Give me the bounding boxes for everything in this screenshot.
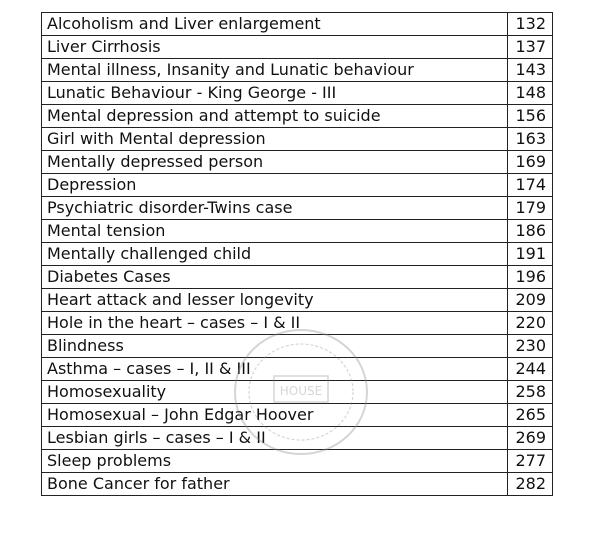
table-row	[42, 404, 553, 427]
entry-page-number: 244	[508, 358, 553, 381]
entry-page-number: 137	[508, 36, 553, 59]
entry-title: Liver Cirrhosis	[42, 36, 508, 59]
contents-table	[41, 12, 553, 496]
entry-page-number: 230	[508, 335, 553, 358]
table-row	[42, 197, 553, 220]
table-row	[42, 128, 553, 151]
entry-title: Homosexuality	[42, 381, 508, 404]
table-row	[42, 289, 553, 312]
entry-page-number: 163	[508, 128, 553, 151]
table-row	[42, 335, 553, 358]
table-row	[42, 450, 553, 473]
entry-page-number: 196	[508, 266, 553, 289]
entry-title: Mentally challenged child	[42, 243, 508, 266]
table-row	[42, 381, 553, 404]
entry-page-number: 186	[508, 220, 553, 243]
table-row	[42, 82, 553, 105]
entry-page-number: 265	[508, 404, 553, 427]
entry-title: Lesbian girls – cases – I & II	[42, 427, 508, 450]
entry-title: Bone Cancer for father	[42, 473, 508, 496]
entry-title: Mental depression and attempt to suicide	[42, 105, 508, 128]
entry-title: Blindness	[42, 335, 508, 358]
table-row	[42, 59, 553, 82]
entry-title: Psychiatric disorder-Twins case	[42, 197, 508, 220]
entry-title: Lunatic Behaviour - King George - III	[42, 82, 508, 105]
entry-page-number: 169	[508, 151, 553, 174]
entry-page-number: 143	[508, 59, 553, 82]
entry-title: Girl with Mental depression	[42, 128, 508, 151]
entry-title: Heart attack and lesser longevity	[42, 289, 508, 312]
entry-page-number: 132	[508, 13, 553, 36]
entry-title: Mentally depressed person	[42, 151, 508, 174]
table-row	[42, 13, 553, 36]
entry-page-number: 258	[508, 381, 553, 404]
entry-page-number: 191	[508, 243, 553, 266]
table-row	[42, 151, 553, 174]
table-row	[42, 36, 553, 59]
contents-table-body	[42, 13, 553, 496]
entry-page-number: 209	[508, 289, 553, 312]
entry-page-number: 269	[508, 427, 553, 450]
table-row	[42, 358, 553, 381]
table-row	[42, 312, 553, 335]
entry-page-number: 179	[508, 197, 553, 220]
table-row	[42, 243, 553, 266]
entry-title: Alcoholism and Liver enlargement	[42, 13, 508, 36]
entry-page-number: 220	[508, 312, 553, 335]
entry-page-number: 277	[508, 450, 553, 473]
table-row	[42, 427, 553, 450]
entry-page-number: 156	[508, 105, 553, 128]
entry-title: Hole in the heart – cases – I & II	[42, 312, 508, 335]
entry-page-number: 174	[508, 174, 553, 197]
entry-page-number: 148	[508, 82, 553, 105]
entry-title: Diabetes Cases	[42, 266, 508, 289]
entry-title: Sleep problems	[42, 450, 508, 473]
entry-title: Asthma – cases – I, II & III	[42, 358, 508, 381]
stamp-text: HOUSE	[279, 384, 323, 398]
table-row	[42, 266, 553, 289]
entry-page-number: 282	[508, 473, 553, 496]
entry-title: Mental tension	[42, 220, 508, 243]
entry-title: Depression	[42, 174, 508, 197]
table-row	[42, 473, 553, 496]
table-row	[42, 220, 553, 243]
entry-title: Mental illness, Insanity and Lunatic behaviour	[42, 59, 508, 82]
table-row	[42, 174, 553, 197]
entry-title: Homosexual – John Edgar Hoover	[42, 404, 508, 427]
table-row	[42, 105, 553, 128]
